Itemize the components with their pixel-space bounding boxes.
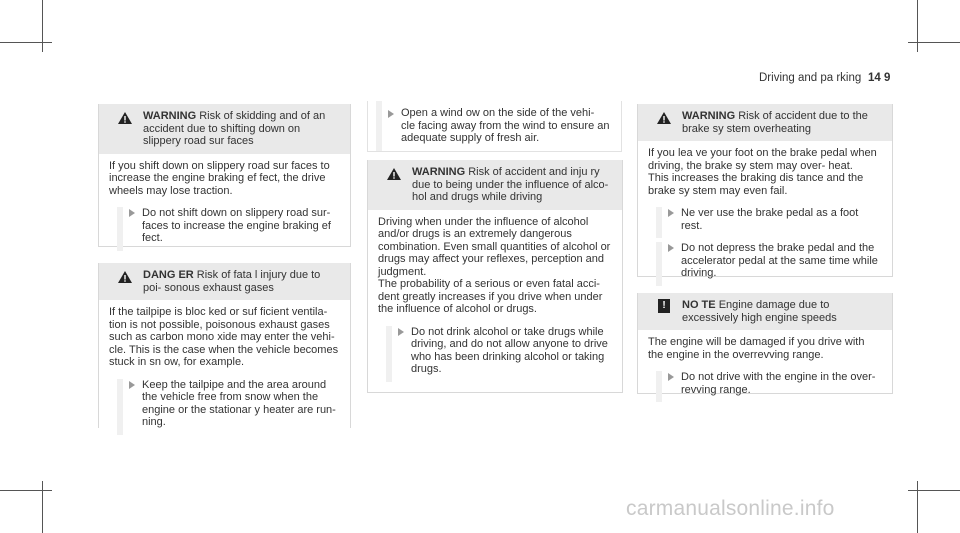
section-title: Driving and pa rking [759, 72, 862, 84]
instruction-step [648, 207, 882, 232]
warning-keyword: WARNING [682, 110, 736, 122]
danger-text: If the tailpipe is bloc ked or suf ficient ventila- tion is not possible, poisonous exhaust gases such as carbon mono xide may enter the vehi- cle. This is the case when the vehicle becomes stuck in sn ow, for example. [109, 306, 339, 368]
warning-title: Risk of accident due to the brake sy stem overheating [682, 110, 868, 135]
warning-triangle-icon [118, 112, 132, 124]
step-arrow-icon [388, 110, 394, 118]
warning-title: Risk of accident and inju ry due to being under the influence of alco- hol and drugs while driving [412, 166, 609, 203]
crop-mark [0, 42, 52, 43]
warning-text: The probability of a serious or even fatal acci- dent greatly increases if you drive when under the influence of alcohol or drugs. [378, 278, 603, 315]
step-arrow-icon [668, 244, 674, 252]
warning-keyword: WARNING [143, 110, 197, 122]
instruction-step [648, 242, 882, 280]
warning-triangle-icon [118, 271, 132, 283]
step-text: Keep the tailpipe and the area around the vehicle free from snow when the engine or the stationar y heater are run- ning. [142, 378, 336, 428]
continued-instruction-step [367, 101, 622, 152]
note-text: The engine will be damaged if you drive with the engine in the overrevving range. [648, 336, 865, 361]
step-text: Do not depress the brake pedal and the accelerator pedal at the same time while driving. [681, 242, 878, 279]
warning-text: Driving when under the influence of alcohol and/or drugs is an extremely dangerous combination. Even small quantities of alcohol or drugs may affect your reflexes, perception and judgment. [378, 215, 611, 278]
note-title: Engine damage due to excessively high engine speeds [682, 299, 837, 324]
watermark: carmanualsonline.info [626, 497, 835, 520]
step-text: Do not drink alcohol or take drugs while driving, and do not allow anyone to drive who has been drinking alcohol or taking drugs. [411, 325, 608, 375]
step-bar [656, 242, 662, 286]
crop-mark [908, 42, 960, 43]
warning-header [99, 104, 350, 154]
step-arrow-icon [129, 209, 135, 217]
warning-body [99, 154, 350, 253]
note-body [638, 330, 892, 404]
step-bar [656, 371, 662, 402]
step-bar [117, 207, 123, 251]
warning-triangle-icon [657, 112, 671, 124]
warning-body [368, 210, 622, 384]
warning-panel-skidding [98, 104, 351, 247]
note-panel-engine [637, 293, 893, 394]
page-number: 14 9 [868, 72, 891, 84]
warning-title: Risk of skidding and of an accident due to shifting down on slippery road sur faces [143, 110, 326, 147]
warning-text: This increases the braking dis tance and the brake sy stem may even fail. [648, 172, 864, 197]
step-arrow-icon [129, 381, 135, 389]
warning-header [638, 104, 892, 141]
step-arrow-icon [668, 373, 674, 381]
step-arrow-icon [398, 328, 404, 336]
step-bar [656, 207, 662, 238]
warning-panel-brakes [637, 104, 893, 277]
crop-mark [917, 0, 918, 52]
step-bar [386, 326, 392, 382]
crop-mark [908, 490, 960, 491]
danger-keyword: DANG ER [143, 269, 194, 281]
step-text: Do not drive with the engine in the over- revving range. [681, 371, 876, 396]
step-arrow-icon [668, 209, 674, 217]
crop-mark [917, 481, 918, 533]
step-text: Do not shift down on slippery road sur- faces to increase the engine braking ef fect. [142, 207, 331, 244]
instruction-step [109, 379, 340, 429]
warning-header [368, 160, 622, 210]
warning-body [638, 141, 892, 288]
danger-title: Risk of fata l injury due to poi- sonous exhaust gases [143, 269, 321, 294]
instruction-step [378, 326, 612, 376]
danger-header [99, 263, 350, 300]
warning-text: If you shift down on slippery road sur faces to increase the engine braking ef fect, the drive wheels may lose traction. [109, 159, 330, 197]
crop-mark [42, 481, 43, 533]
warning-triangle-icon [387, 168, 401, 180]
instruction-step [648, 371, 882, 396]
danger-panel-exhaust [98, 263, 351, 428]
warning-keyword: WARNING [412, 166, 466, 178]
crop-mark [42, 0, 43, 52]
crop-mark [0, 490, 52, 491]
step-text: Ne ver use the brake pedal as a foot rest. [681, 207, 859, 232]
note-header [638, 293, 892, 330]
warning-text: If you lea ve your foot on the brake pedal when driving, the brake sy stem may over- heat. [648, 147, 877, 172]
step-bar [376, 101, 382, 151]
step-bar [117, 379, 123, 435]
warning-panel-alcohol [367, 160, 623, 393]
note-keyword: NO TE [682, 299, 716, 311]
instruction-step [109, 207, 340, 245]
exclamation-icon: ! [658, 299, 670, 313]
step-text: Open a wind ow on the side of the vehi- cle facing away from the wind to ensure an adequate supply of fresh air. [401, 107, 610, 144]
danger-body [99, 300, 350, 437]
instruction-step [368, 101, 621, 151]
